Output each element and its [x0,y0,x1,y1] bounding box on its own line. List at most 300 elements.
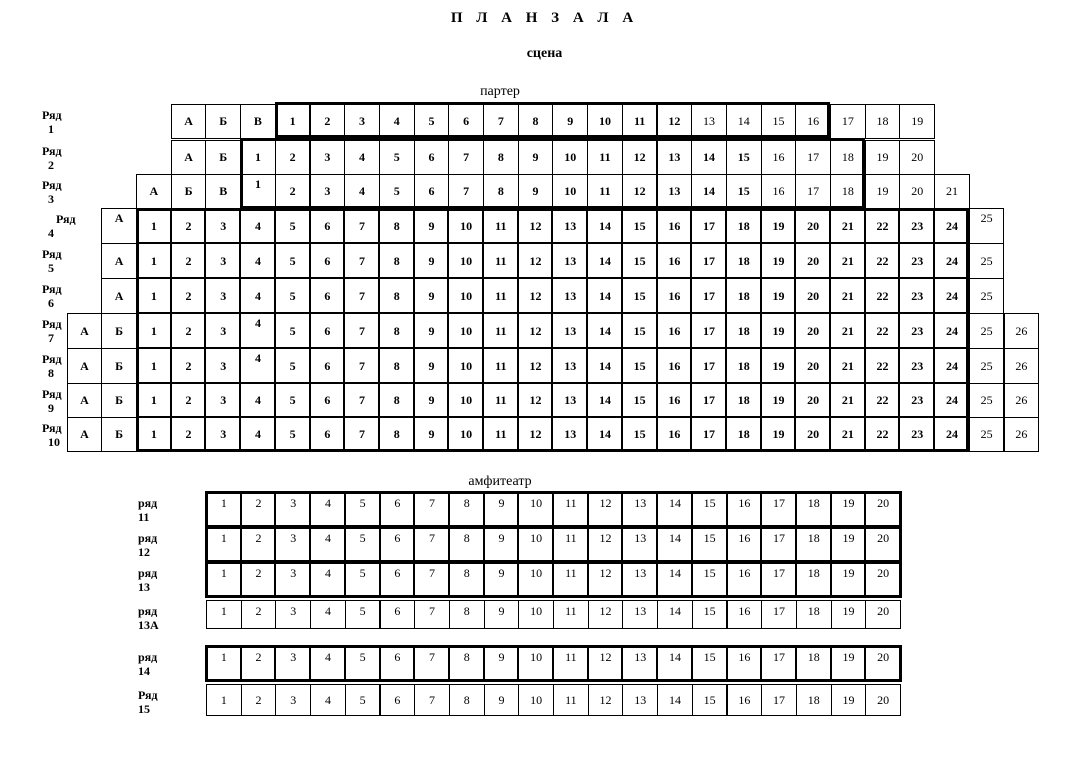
seat-letter[interactable]: А [67,383,103,418]
seat[interactable]: 18 [726,208,762,244]
seat[interactable]: 9 [414,208,450,244]
seat[interactable]: 15 [692,684,728,716]
seat[interactable]: 9 [518,174,554,209]
seat[interactable]: 14 [587,278,623,314]
seat[interactable]: 10 [518,684,554,716]
seat[interactable]: 10 [448,348,484,384]
seat[interactable]: 14 [587,313,623,349]
seat[interactable]: 3 [310,174,346,209]
seat[interactable]: 14 [657,562,693,597]
seat[interactable]: 1 [206,562,242,597]
seat[interactable]: 4 [310,684,346,716]
seat[interactable]: 9 [484,527,520,562]
seat[interactable]: 6 [310,243,346,279]
seat[interactable]: 17 [691,208,727,244]
seat[interactable]: 2 [241,492,277,527]
seat[interactable]: 19 [761,243,797,279]
seat[interactable]: 7 [414,527,450,562]
seat[interactable]: 23 [899,313,935,349]
seat[interactable]: 16 [727,600,763,629]
seat[interactable]: 13 [691,104,727,139]
seat[interactable]: 11 [483,243,519,279]
seat[interactable]: 17 [691,417,727,452]
seat[interactable]: 15 [726,174,762,209]
seat[interactable]: 20 [865,562,901,597]
seat[interactable]: 11 [553,492,589,527]
seat[interactable]: 12 [518,243,554,279]
seat[interactable]: 2 [241,527,277,562]
seat[interactable]: 8 [518,104,554,139]
seat[interactable]: 8 [379,313,415,349]
seat[interactable]: 12 [518,278,554,314]
seat[interactable]: 11 [553,684,589,716]
seat[interactable]: 6 [414,140,450,175]
seat[interactable]: 4 [240,208,276,244]
seat[interactable]: 16 [795,104,831,139]
seat-letter[interactable]: А [101,208,137,244]
seat[interactable]: 22 [865,313,901,349]
seat[interactable]: 13 [657,140,693,175]
seat[interactable]: 1 [136,243,172,279]
seat[interactable]: 18 [796,600,832,629]
seat[interactable]: 18 [830,174,866,209]
seat[interactable]: 21 [830,313,866,349]
seat[interactable]: 25 [969,243,1005,279]
seat[interactable]: 18 [726,243,762,279]
seat[interactable]: 13 [552,208,588,244]
seat[interactable]: 1 [206,492,242,527]
seat[interactable]: 19 [831,562,867,597]
seat[interactable]: 19 [831,684,867,716]
seat[interactable]: 5 [345,684,381,716]
seat[interactable]: 9 [552,104,588,139]
seat[interactable]: 19 [761,348,797,384]
seat[interactable]: 5 [275,417,311,452]
seat-letter[interactable]: А [171,104,207,139]
seat[interactable]: 5 [345,527,381,562]
seat[interactable]: 13 [622,527,658,562]
seat-letter[interactable]: Б [101,383,137,418]
seat[interactable]: 5 [275,208,311,244]
seat[interactable]: 12 [588,684,624,716]
seat[interactable]: 7 [448,140,484,175]
seat[interactable]: 26 [1004,348,1040,384]
seat[interactable]: 2 [241,562,277,597]
seat[interactable]: 20 [795,348,831,384]
seat[interactable]: 3 [205,278,241,314]
seat[interactable]: 7 [344,278,380,314]
seat[interactable]: 11 [483,208,519,244]
seat-letter[interactable]: А [171,140,207,175]
seat[interactable]: 7 [483,104,519,139]
seat[interactable]: 9 [414,243,450,279]
seat[interactable]: 23 [899,417,935,452]
seat[interactable]: 26 [1004,313,1040,349]
seat[interactable]: 3 [275,562,311,597]
seat[interactable]: 8 [379,208,415,244]
seat[interactable]: 18 [796,646,832,681]
seat[interactable]: 6 [310,348,346,384]
seat[interactable]: 4 [240,417,276,452]
seat[interactable]: 12 [518,313,554,349]
seat[interactable]: 15 [692,492,728,527]
seat[interactable]: 17 [761,492,797,527]
seat[interactable]: 19 [899,104,935,139]
seat[interactable]: 8 [379,243,415,279]
seat[interactable]: 20 [899,174,935,209]
seat[interactable]: 2 [171,417,207,452]
seat[interactable]: 8 [379,348,415,384]
seat-letter[interactable]: А [67,313,103,349]
seat[interactable]: 6 [380,492,416,527]
seat[interactable]: 5 [345,492,381,527]
seat[interactable]: 16 [657,383,693,418]
seat[interactable]: 15 [761,104,797,139]
seat[interactable]: 14 [587,383,623,418]
seat[interactable]: 11 [483,348,519,384]
seat[interactable]: 2 [310,104,346,139]
seat[interactable]: 20 [865,527,901,562]
seat[interactable]: 17 [761,600,797,629]
seat[interactable]: 8 [449,600,485,629]
seat[interactable]: 16 [761,174,797,209]
seat[interactable]: 22 [865,208,901,244]
seat[interactable]: 7 [344,348,380,384]
seat[interactable]: 1 [136,208,172,244]
seat[interactable]: 20 [899,140,935,175]
seat[interactable]: 2 [275,140,311,175]
seat[interactable]: 18 [726,348,762,384]
seat[interactable]: 11 [553,562,589,597]
seat[interactable]: 15 [622,278,658,314]
seat[interactable]: 18 [796,492,832,527]
seat[interactable]: 9 [414,313,450,349]
seat[interactable]: 6 [448,104,484,139]
seat[interactable]: 8 [379,417,415,452]
seat[interactable]: 15 [692,646,728,681]
seat[interactable]: 18 [726,383,762,418]
seat[interactable]: 17 [830,104,866,139]
seat[interactable]: 7 [414,562,450,597]
seat[interactable]: 10 [518,600,554,629]
seat[interactable]: 16 [727,684,763,716]
seat[interactable]: 10 [552,140,588,175]
seat[interactable]: 4 [310,600,346,629]
seat[interactable]: 10 [518,646,554,681]
seat[interactable]: 6 [380,600,416,629]
seat[interactable]: 11 [553,646,589,681]
seat[interactable]: 5 [379,174,415,209]
seat[interactable]: 11 [553,600,589,629]
seat[interactable]: 7 [344,208,380,244]
seat[interactable]: 13 [552,348,588,384]
seat[interactable]: 13 [552,417,588,452]
seat[interactable]: 8 [379,278,415,314]
seat[interactable]: 19 [761,208,797,244]
seat[interactable]: 5 [345,562,381,597]
seat[interactable]: 8 [483,174,519,209]
seat[interactable]: 11 [483,383,519,418]
seat[interactable]: 7 [344,313,380,349]
seat[interactable]: 23 [899,208,935,244]
seat[interactable]: 10 [518,527,554,562]
seat[interactable]: 14 [726,104,762,139]
seat[interactable]: 20 [795,417,831,452]
seat[interactable]: 13 [552,383,588,418]
seat[interactable]: 3 [344,104,380,139]
seat[interactable]: 19 [831,600,867,629]
seat[interactable]: 5 [379,140,415,175]
seat[interactable]: 7 [448,174,484,209]
seat[interactable]: 6 [310,313,346,349]
seat[interactable]: 8 [449,562,485,597]
seat[interactable]: 16 [657,313,693,349]
seat[interactable]: 22 [865,383,901,418]
seat[interactable]: 2 [241,600,277,629]
seat[interactable]: 15 [622,417,658,452]
seat[interactable]: 19 [865,174,901,209]
seat[interactable]: 2 [241,646,277,681]
seat[interactable]: 5 [275,278,311,314]
seat-letter[interactable]: Б [171,174,207,209]
seat[interactable]: 20 [795,383,831,418]
seat[interactable]: 16 [727,646,763,681]
seat[interactable]: 20 [795,243,831,279]
seat[interactable]: 25 [969,348,1005,384]
seat[interactable]: 25 [969,313,1005,349]
seat[interactable]: 12 [588,562,624,597]
seat[interactable]: 6 [380,562,416,597]
seat[interactable]: 14 [657,600,693,629]
seat[interactable]: 19 [831,492,867,527]
seat[interactable]: 4 [344,140,380,175]
seat[interactable]: 23 [899,243,935,279]
seat[interactable]: 13 [552,313,588,349]
seat[interactable]: 12 [588,600,624,629]
seat[interactable]: 1 [136,383,172,418]
seat[interactable]: 8 [449,492,485,527]
seat[interactable]: 9 [484,600,520,629]
seat[interactable]: 16 [657,208,693,244]
seat[interactable]: 8 [449,527,485,562]
seat[interactable]: 13 [657,174,693,209]
seat[interactable]: 12 [622,174,658,209]
seat[interactable]: 12 [622,140,658,175]
seat[interactable]: 10 [448,243,484,279]
seat[interactable]: 10 [587,104,623,139]
seat[interactable]: 4 [240,243,276,279]
seat[interactable]: 7 [414,646,450,681]
seat[interactable]: 2 [241,684,277,716]
seat[interactable]: 25 [969,417,1005,452]
seat[interactable]: 2 [171,383,207,418]
seat[interactable]: 12 [518,417,554,452]
seat[interactable]: 23 [899,383,935,418]
seat[interactable]: 18 [865,104,901,139]
seat[interactable]: 8 [483,140,519,175]
seat[interactable]: 5 [414,104,450,139]
seat[interactable]: 2 [171,348,207,384]
seat[interactable]: 14 [657,684,693,716]
seat[interactable]: 14 [587,208,623,244]
seat[interactable]: 10 [552,174,588,209]
seat-letter[interactable]: В [205,174,241,209]
seat[interactable]: 17 [691,278,727,314]
seat[interactable]: 19 [865,140,901,175]
seat[interactable]: 17 [795,174,831,209]
seat[interactable]: 7 [414,492,450,527]
seat[interactable]: 14 [691,140,727,175]
seat[interactable]: 15 [622,383,658,418]
seat-letter[interactable]: Б [101,313,137,349]
seat[interactable]: 9 [484,492,520,527]
seat[interactable]: 3 [275,600,311,629]
seat[interactable]: 16 [657,348,693,384]
seat[interactable]: 10 [448,313,484,349]
seat[interactable]: 14 [587,243,623,279]
seat[interactable]: 22 [865,243,901,279]
seat[interactable]: 9 [484,646,520,681]
seat[interactable]: 3 [275,492,311,527]
seat[interactable]: 6 [310,208,346,244]
seat[interactable]: 21 [830,417,866,452]
seat[interactable]: 20 [865,684,901,716]
seat-letter[interactable]: А [67,348,103,384]
seat[interactable]: 14 [657,527,693,562]
seat[interactable]: 6 [380,684,416,716]
seat[interactable]: 5 [275,383,311,418]
seat[interactable]: 1 [136,417,172,452]
seat[interactable]: 5 [275,243,311,279]
seat[interactable]: 20 [865,600,901,629]
seat[interactable]: 15 [622,208,658,244]
seat[interactable]: 17 [795,140,831,175]
seat[interactable]: 13 [622,492,658,527]
seat[interactable]: 11 [483,417,519,452]
seat[interactable]: 17 [691,383,727,418]
seat[interactable]: 8 [449,684,485,716]
seat[interactable]: 14 [657,492,693,527]
seat[interactable]: 4 [240,278,276,314]
seat[interactable]: 4 [344,174,380,209]
seat[interactable]: 14 [587,417,623,452]
seat[interactable]: 19 [831,646,867,681]
seat[interactable]: 1 [136,313,172,349]
seat[interactable]: 5 [275,313,311,349]
seat[interactable]: 4 [310,646,346,681]
seat[interactable]: 10 [518,492,554,527]
seat[interactable]: 4 [240,383,276,418]
seat[interactable]: 3 [275,684,311,716]
seat[interactable]: 6 [380,646,416,681]
seat[interactable]: 12 [657,104,693,139]
seat[interactable]: 15 [692,600,728,629]
seat[interactable]: 15 [726,140,762,175]
seat[interactable]: 26 [1004,417,1040,452]
seat[interactable]: 12 [518,383,554,418]
seat[interactable]: 9 [518,140,554,175]
seat[interactable]: 19 [761,313,797,349]
seat[interactable]: 24 [934,348,970,384]
seat[interactable]: 20 [795,313,831,349]
seat[interactable]: 16 [727,562,763,597]
seat[interactable]: 3 [205,417,241,452]
seat[interactable]: 10 [448,208,484,244]
seat[interactable]: 2 [171,278,207,314]
seat[interactable]: 19 [761,383,797,418]
seat[interactable]: 13 [622,562,658,597]
seat[interactable]: 15 [622,243,658,279]
seat[interactable]: 1 [206,600,242,629]
seat[interactable]: 9 [414,383,450,418]
seat[interactable]: 13 [622,600,658,629]
seat[interactable]: 11 [483,278,519,314]
seat[interactable]: 10 [448,417,484,452]
seat[interactable]: 17 [691,313,727,349]
seat[interactable]: 24 [934,243,970,279]
seat[interactable]: 6 [310,417,346,452]
seat-letter[interactable]: Б [101,348,137,384]
seat[interactable]: 8 [379,383,415,418]
seat[interactable]: 16 [657,278,693,314]
seat[interactable]: 12 [518,348,554,384]
seat[interactable]: 6 [310,278,346,314]
seat[interactable]: 18 [796,684,832,716]
seat[interactable]: 3 [205,243,241,279]
seat[interactable]: 7 [414,684,450,716]
seat[interactable]: 15 [692,562,728,597]
seat[interactable]: 13 [552,243,588,279]
seat[interactable]: 15 [622,313,658,349]
seat[interactable]: 10 [518,562,554,597]
seat[interactable]: 3 [205,383,241,418]
seat[interactable]: 3 [310,140,346,175]
seat[interactable]: 2 [171,313,207,349]
seat[interactable]: 4 [379,104,415,139]
seat[interactable]: 4 [310,492,346,527]
seat[interactable]: 24 [934,383,970,418]
seat[interactable]: 10 [448,383,484,418]
seat[interactable]: 4 [240,348,276,384]
seat[interactable]: 12 [588,646,624,681]
seat[interactable]: 9 [484,684,520,716]
seat-letter[interactable]: В [240,104,276,139]
seat[interactable]: 3 [205,313,241,349]
seat[interactable]: 18 [726,278,762,314]
seat[interactable]: 9 [414,348,450,384]
seat[interactable]: 4 [240,313,276,349]
seat[interactable]: 16 [727,492,763,527]
seat-letter[interactable]: Б [101,417,137,452]
seat[interactable]: 7 [344,383,380,418]
seat[interactable]: 5 [345,600,381,629]
seat[interactable]: 6 [380,527,416,562]
seat[interactable]: 24 [934,278,970,314]
seat[interactable]: 16 [761,140,797,175]
seat[interactable]: 25 [969,208,1005,244]
seat[interactable]: 2 [171,243,207,279]
seat[interactable]: 21 [830,383,866,418]
seat[interactable]: 15 [692,527,728,562]
seat-letter[interactable]: А [136,174,172,209]
seat[interactable]: 5 [275,348,311,384]
seat[interactable]: 2 [275,174,311,209]
seat[interactable]: 1 [206,527,242,562]
seat[interactable]: 18 [796,562,832,597]
seat[interactable]: 20 [865,492,901,527]
seat[interactable]: 1 [240,140,276,175]
seat[interactable]: 11 [587,174,623,209]
